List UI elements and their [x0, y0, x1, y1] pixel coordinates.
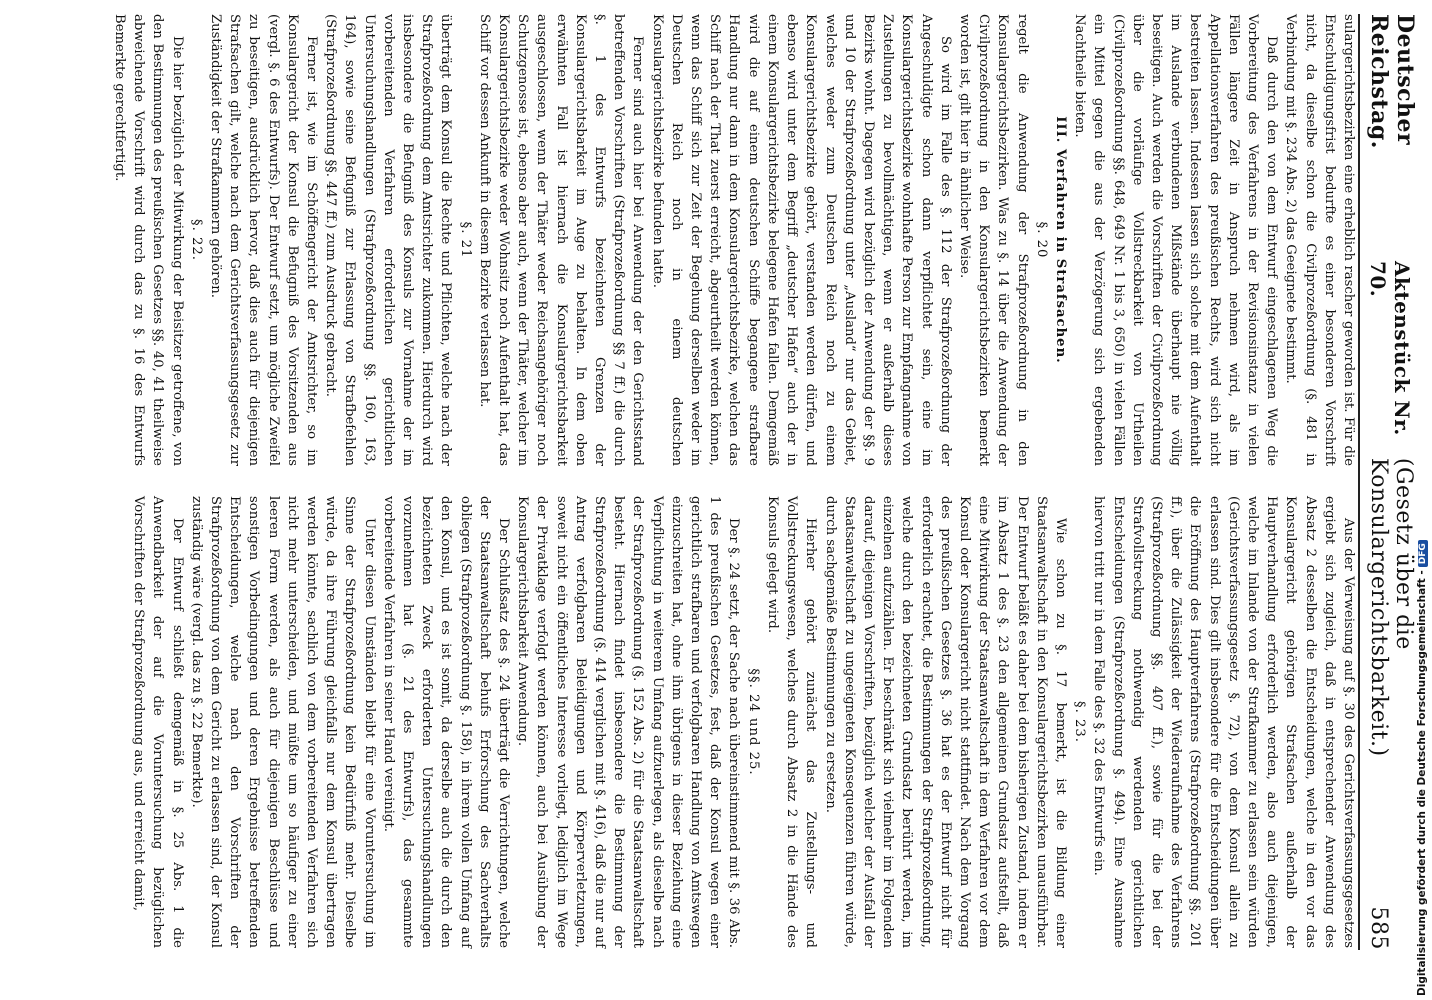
section-number: §. 20: [1033, 221, 1049, 259]
paragraph: regelt die Anwendung der Strafprozeßordnung in den Konsulargerichtsbezirken. Was zu §. 14 über die Anwendung der Civilprozeßordnung in den Konsulargerichtsbezirken bemerkt worden ist, gilt hier in ähnlicher Weise.: [956, 14, 1030, 466]
paragraph: Der Entwurf schließt demgemäß in §. 25 Abs. 1 die Anwendbarkeit der auf die Voruntersuchung bezüglichen Vorschriften der Strafprozeßordnung aus, und erreicht damit,: [131, 496, 185, 948]
credit-text: Digitalisierung gefördert durch die Deutsche Forschungsgemeinschaft -: [1416, 570, 1428, 996]
paragraph: Ferner ist, wie im Schöffengericht der Amtsrichter, so im Konsulargericht der Konsul die Befugniß des Vorsitzenden aus (vergl. §. 6 des Entwurfs). Der Entwurf setzt, um mögliche Zweifel zu beseitigen, ausdrücklich hervor, daß dies auch für diejenigen Strafsachen gilt, welche nach dem Gerichtsverfassungsgesetz zur Zuständigkeit der Strafkammern gehören.: [208, 14, 320, 466]
section-heading: III. Verfahren in Strafsachen.: [1052, 116, 1068, 364]
section-number: §. 22.: [188, 219, 204, 261]
running-head-title: (Gesetz über die Konsulargerichtsbarkeit.): [1366, 457, 1416, 757]
dfg-logo: DFG: [1418, 540, 1428, 567]
paragraph: Aus der Verweisung auf §. 30 des Gerichtsverfassungsgesetzes ergiebt sich zugleich, daß in entsprechender Anwendung des Absatz 2 desselben die Entscheidungen, welche in den vor das Konsulargericht gehörigen Strafsachen außerhalb der Hauptverhandlung erforderlich werden, also auch diejenigen, welche im Inlande von der Strafkammer zu erlassen sein würden (Gerichtsverfassungsgesetz §. 72), von dem Konsul allein zu erlassen sind. Dies gilt insbesondere für die Entscheidungen über die Eröffnung des Hauptverfahrens (Strafprozeßordnung §§. 201 ff.), über die Zulässigkeit der Wiederaufnahme des Verfahrens (Strafprozeßordnung §§. 407 ff.), sowie für die bei der Strafvollstreckung nothwendig werdenden gerichtlichen Entscheidungen (Strafprozeßordnung §. 494). Eine Ausnahme hiervon tritt nur in dem Falle des §. 32 des Entwurfs ein.: [1091, 496, 1356, 948]
paragraph: sulargerichtsbezirken eine erheblich rascher geworden ist. Für die Entschuldigungsfrist bedurfte es einer besonderen Vorschrift nicht, da dieselbe schon die Civilprozeßordnung (§. 481 in Verbindung mit §. 234 Abs. 2) das Geeignete bestimmt.: [1283, 14, 1356, 466]
right-column: [129, 496, 1358, 948]
digitization-credit: [1416, 540, 1428, 996]
paragraph: Ferner sind auch hier bei Anwendung der den Gerichtsstand betreffenden Vorschriften (Strafprozeßordnung §§ 7 ff.) die durch §. 1 des Entwurfs bezeichneten Grenzen der Konsulargerichtsbarkeit im Auge zu behalten. In dem oben erwähnten Fall ist hiernach die Konsulargerichtsbarkeit ausgeschlossen, wenn der Thäter weder Reichsangehöriger noch Schutzgenosse ist, ebenso aber auch, wenn der Thäter, welcher im Konsulargerichtsbezirke weder Wohnsitz noch Aufenthalt hat, das Schiff vor dessen Ankunft in diesem Bezirke verlassen hat.: [476, 14, 646, 466]
paragraph: überträgt dem Konsul die Rechte und Pflichten, welche nach der Strafprozeßordnung dem Amtsrichter zukommen. Hierdurch wird insbesondere die Befugniß des Konsuls zur Vornahme der im vorbereitenden Verfahren erforderlichen gerichtlichen Untersuchungshandlungen (Strafprozeßordnung §§. 160, 163, 164), sowie seine Befugniß zur Erlassung von Strafbefehlen (Strafprozeßordnung §§. 447 ff.) zum Ausdruck gebracht.: [323, 14, 454, 466]
paragraph: Der §. 24 setzt, der Sache nach übereinstimmend mit §. 36 Abs. 1 des preußischen Gesetzes, fest, daß der Konsul wegen einer gerichtlich strafbaren und verfolgbaren Handlung von Amtswegen einzuschreiten hat, ohne ihm übrigens in dieser Beziehung eine Verpflichtung in weiterem Umfang aufzuerlegen, als dieselbe nach der Strafprozeßordnung (§. 152 Abs. 2) für die Staatsanwaltschaft besteht. Hiernach findet insbesondere die Bestimmung der Strafprozeßordnung (§. 414 verglichen mit §. 416), daß die nur auf Antrag verfolgbaren Beleidigungen und Körperverletzungen, soweit nicht ein öffentliches Interesse vorliegt, lediglich im Wege der Privatklage verfolgt werden können, auch bei Ausübung der Konsulargerichtsbarkeit Anwendung.: [515, 496, 742, 948]
paragraph: Der Schlußsatz des §. 24 überträgt die Verrichtungen, welche der Staatsanwaltschaft behufs Erforschung des Sachverhalts obliegen (Strafprozeßordnung §. 158), in ihrem vollen Umfang auf den Konsul, und es ist somit, da derselbe auch die durch den bezeichneten Zweck erforderten Untersuchungshandlungen vorzunehmen hat (§. 21 des Entwurfs), das gesammte vorbereitende Verfahren in seiner Hand vereinigt.: [380, 496, 512, 948]
section-number: §. 21: [457, 221, 473, 259]
paragraph: Unter diesen Umständen bleibt für eine Voruntersuchung im Sinne der Strafprozeßordnung kein Bedürfniß mehr. Dieselbe würde, da ihre Führung gleichfalls nur dem Konsul übertragen werden könnte, sachlich von dem vorbereitenden Verfahren sich nicht mehr unterscheiden, und müßte um so häufiger zu einer leeren Form werden, als auch für diejenigen Beschlüsse und sonstigen Vorbedingungen und deren Ergebnisse betreffenden Entscheidungen, welche nach den Vorschriften der Strafprozeßordnung von dem Gericht zu erlassen sind, der Konsul zuständig wäre (vergl. das zu §. 22 Bemerkte).: [188, 496, 377, 948]
document-number: Aktenstück Nr. 70.: [1366, 260, 1414, 436]
page-number: 585: [1366, 906, 1391, 950]
paragraph: Wie schon zu §. 17 bemerkt, ist die Bildung einer Staatsanwaltschaft in den Konsulargerichtsbezirken unausführbar. Der Entwurf beläßt es daher bei dem bisherigen Zustand, indem er im Absatz 1 des §. 23 den allgemeinen Grundsatz aufstellt, daß eine Mitwirkung der Staatsanwaltschaft in dem Verfahren vor dem Konsul oder Konsulargericht nicht stattfindet. Nach dem Vorgang des preußischen Gesetzes §. 36 hat es der Entwurf nicht für erforderlich erachtet, die Bestimmungen der Strafprozeßordnung, welche durch den bezeichneten Grundsatz berührt werden, im einzelnen aufzuzählen. Er beschränkt sich vielmehr im Folgenden darauf, diejenigen Vorschriften, bezüglich welcher der Ausfall der Staatsanwaltschaft zu ungeeigneten Konsequenzen führen würde, durch sachgemäße Bestimmungen zu ersetzen.: [822, 496, 1068, 948]
section-number: §. 23.: [1072, 701, 1088, 743]
running-head-left: Deutscher Reichstag.: [1366, 14, 1418, 149]
paragraph: Die hier bezüglich der Mitwirkung der Beisitzer getroffene, von den Bestimmungen des preußischen Gesetzes §§. 40, 41 theilweise abweichende Vorschrift wird durch das zu §. 16 des Entwurfs Bemerkte gerechtfertigt.: [112, 14, 185, 466]
paragraph: Hierher gehört zunächst das Zustellungs- und Vollstreckungswesen, welches durch Absatz 2 in die Hände des Konsuls gelegt wird.: [764, 496, 819, 948]
left-column: [110, 14, 1358, 466]
paragraph: Daß durch den von dem Entwurf eingeschlagenen Weg die Vorbereitung des Verfahrens in der Revisionsinstanz in vielen Fällen längere Zeit in Anspruch nehmen wird, als im Appellationsverfahren des preußischen Rechts, wird sich nicht bestreiten lassen. Indessen lassen sich solche mit dem Aufenthalt im Auslande verbundenen Mißstände überhaupt nie völlig beseitigen. Auch werden die Vorschriften der Civilprozeßordnung über die vorläufige Vollstreckbarkeit von Urtheilen (Civilprozeßordnung §§. 648, 649 Nr. 1 bis 3, 650) in vielen Fällen ein Mittel gegen die aus der Verzögerung sich ergebenden Nachtheile bieten.: [1072, 14, 1280, 466]
paragraph: So wird im Falle des §. 112 der Strafprozeßordnung der Angeschuldigte schon dann verpflichtet sein, eine im Konsulargerichtsbezirke wohnhafte Person zur Empfangnahme von Zustellungen zu bevollmächtigen, wenn er außerhalb dieses Bezirks wohnt. Dagegen wird bezüglich der Anwendung der §§. 9 und 10 der Strafprozeßordnung unter „Ausland“ nur das Gebiet, welches weder zum Deutschen Reich noch zu einem Konsulargerichtsbezirke gehört, verstanden werden dürfen, und ebenso wird unter dem Begriff „deutscher Hafen“ auch der in einem Konsulargerichtsbezirke belegene Hafen fallen. Demgemäß wird die auf einem deutschen Schiffe begangene strafbare Handlung nur dann in dem Konsulargerichtsbezirke, welchen das Schiff nach der That zuerst erreicht, abgeurtheilt werden können, wenn das Schiff sich zur Zeit der Begehung derselben weder im Deutschen Reich noch in einem deutschen Konsulargerichtsbezirke befunden hatte.: [649, 14, 953, 466]
section-number: §§. 24 und 25.: [745, 668, 761, 776]
